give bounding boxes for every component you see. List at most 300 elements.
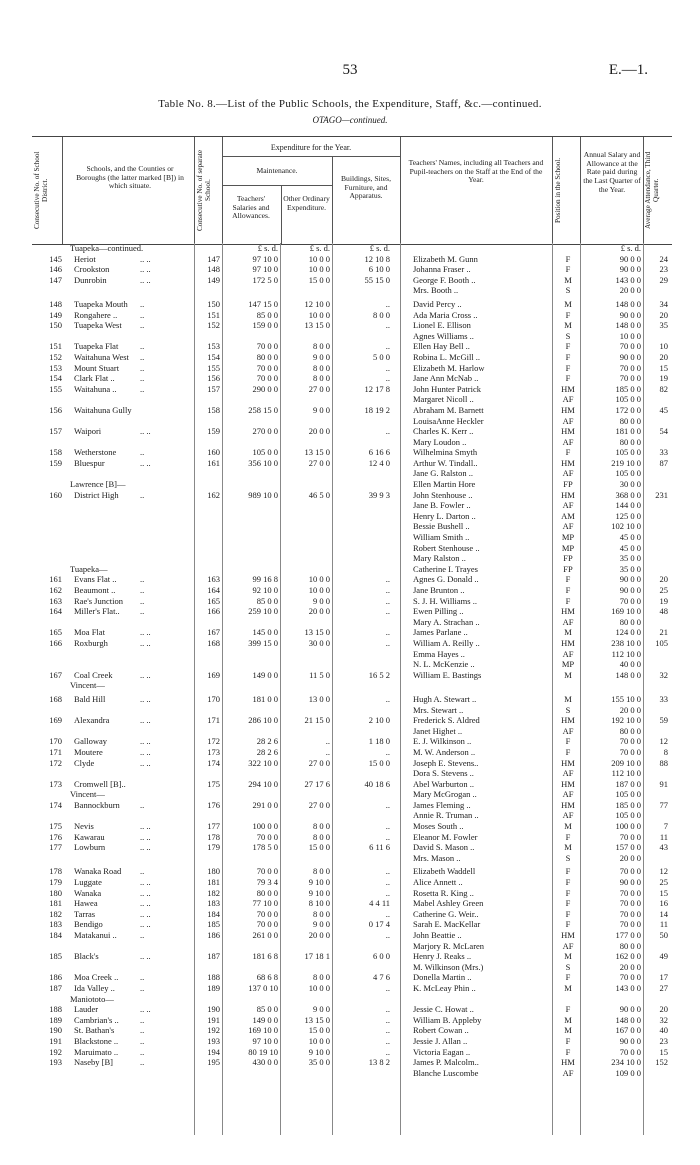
average-attendance: 20 (659, 309, 668, 320)
leader-dots: .. .. (140, 919, 151, 930)
table-row (32, 983, 672, 994)
table-row (32, 1015, 672, 1026)
buildings-expenditure: 13 8 2 (368, 1057, 390, 1068)
teacher-position: M (564, 982, 572, 993)
buildings-expenditure: 39 9 3 (368, 489, 390, 500)
annual-salary: 157 0 0 (615, 842, 641, 853)
school-name: Mount Stuart (74, 362, 120, 373)
school-name: Vincent— (70, 680, 105, 691)
table-row (32, 1036, 672, 1047)
teachers-salaries: 290 0 0 (252, 383, 278, 394)
district-number: 173 (49, 778, 62, 789)
teacher-position: AM (561, 510, 575, 521)
buildings-expenditure: .. (385, 637, 390, 648)
table-row (32, 606, 672, 617)
school-name: Tarras (74, 908, 96, 919)
teacher-position: M (564, 951, 572, 962)
teachers-salaries: 145 0 0 (252, 627, 278, 638)
annual-salary: 45 0 0 (619, 532, 641, 543)
buildings-expenditure: .. (385, 821, 390, 832)
annual-salary: 148 0 0 (615, 669, 641, 680)
annual-salary: 70 0 0 (619, 831, 641, 842)
annual-salary: 125 0 0 (615, 510, 641, 521)
teacher-name: Donella Martin .. (413, 972, 472, 983)
buildings-expenditure: 6 10 0 (368, 264, 390, 275)
buildings-expenditure: 18 19 2 (364, 404, 390, 415)
district-number: 167 (49, 669, 62, 680)
leader-dots: .. .. (140, 1004, 151, 1015)
annual-salary: 90 0 0 (619, 1035, 641, 1046)
teacher-position: HM (561, 757, 575, 768)
teachers-salaries: 97 10 0 (252, 264, 278, 275)
table-row (32, 585, 672, 596)
table-row (32, 373, 672, 384)
annual-salary: 70 0 0 (619, 373, 641, 384)
header-consec-school: Consecutive No. of separate School. (196, 149, 212, 231)
leader-dots: .. .. (140, 627, 151, 638)
average-attendance: 19 (659, 373, 668, 384)
header-teachers-salaries: Teachers' Salaries and Allowances. (232, 194, 270, 221)
school-name: Beaumont .. (74, 585, 116, 595)
annual-salary: 192 10 0 (611, 715, 641, 726)
header-attendance: Average Attendance, Third Quarter. (644, 151, 660, 229)
annual-salary: 90 0 0 (619, 309, 641, 320)
teacher-position: F (565, 877, 571, 888)
district-number: 162 (49, 585, 62, 595)
teacher-position: M (564, 1025, 572, 1036)
buildings-expenditure: .. (385, 982, 390, 993)
school-name: Waipori (74, 426, 102, 437)
teachers-salaries: 172 5 0 (252, 274, 278, 285)
district-number: 180 (49, 887, 62, 898)
annual-salary: 368 0 0 (615, 489, 641, 500)
district-number: 168 (49, 693, 62, 704)
teachers-salaries: 28 2 6 (256, 736, 278, 747)
teacher-position: F (565, 866, 571, 877)
leader-dots: .. (140, 799, 145, 810)
school-name: Lawrence [B]— (70, 479, 126, 490)
annual-salary: 105 0 0 (615, 447, 641, 458)
school-name: Moa Flat (74, 627, 105, 638)
teacher-position: M (564, 669, 572, 680)
other-expenditure: 8 0 0 (313, 821, 330, 832)
table-row (32, 888, 672, 899)
teacher-name: Marjory R. McLaren (413, 940, 485, 951)
buildings-expenditure: .. (385, 298, 390, 309)
district-number: 178 (49, 866, 62, 877)
teacher-position: M (564, 320, 572, 331)
leader-dots: .. .. (140, 842, 151, 853)
table-row (32, 972, 672, 983)
other-expenditure: 8 0 0 (313, 866, 330, 877)
leader-dots: .. .. (140, 821, 151, 832)
district-number: 146 (49, 264, 62, 275)
leader-dots: .. (140, 309, 145, 320)
school-name: Tuapeka—continued. (70, 243, 144, 253)
teacher-name: Janet Highet .. (413, 725, 463, 736)
school-name: District High (74, 489, 119, 500)
teacher-name: Abraham M. Barnett (413, 404, 484, 415)
average-attendance: 20 (659, 351, 668, 362)
annual-salary: 238 10 0 (611, 637, 641, 648)
header-salary: Annual Salary and Allowance at the Rate paid during the Last Quarter of the Year. (583, 150, 641, 194)
teacher-position: S (565, 961, 571, 972)
teacher-name: Mrs. Booth .. (413, 285, 459, 296)
annual-salary: 109 0 0 (615, 1067, 641, 1078)
annual-salary: 144 0 0 (615, 500, 641, 511)
school-number: 147 (207, 253, 220, 264)
buildings-expenditure: 5 0 0 (373, 351, 390, 362)
average-attendance: 27 (659, 982, 668, 993)
table-row (32, 842, 672, 853)
leader-dots: .. (140, 351, 145, 362)
school-name: Tuapeka Mouth (74, 298, 128, 309)
other-expenditure: 9 10 0 (308, 877, 330, 888)
table-row (32, 243, 672, 254)
teacher-position: F (565, 362, 571, 373)
buildings-expenditure: .. (385, 595, 390, 606)
teacher-name: William B. Appleby (413, 1014, 482, 1025)
teacher-position: HM (561, 606, 575, 617)
average-attendance: 21 (659, 627, 668, 638)
annual-salary: 90 0 0 (619, 585, 641, 595)
teacher-position: HM (561, 457, 575, 468)
school-number: 189 (207, 982, 220, 993)
other-expenditure: 10 0 0 (308, 574, 330, 585)
table-row (32, 384, 672, 395)
buildings-expenditure: .. (385, 908, 390, 919)
school-number: 158 (207, 404, 220, 415)
teacher-position: FP (563, 563, 573, 574)
teachers-salaries: 137 0 10 (248, 982, 278, 993)
school-number: 174 (207, 757, 220, 768)
table-row (32, 543, 672, 554)
school-number: 188 (207, 972, 220, 983)
teacher-position: S (565, 704, 571, 715)
leader-dots: .. (140, 606, 145, 617)
teacher-position: F (565, 972, 571, 983)
leader-dots: .. .. (140, 426, 151, 437)
teacher-name: William A. Reilly .. (413, 637, 480, 648)
school-number: 156 (207, 373, 220, 384)
leader-dots: .. .. (140, 669, 151, 680)
teachers-salaries: 70 0 0 (256, 341, 278, 352)
teachers-salaries: 85 0 0 (256, 309, 278, 320)
other-expenditure: 9 0 0 (313, 595, 330, 606)
table-row (32, 458, 672, 469)
other-expenditure: 8 10 0 (308, 898, 330, 909)
teacher-name: Johanna Fraser .. (413, 264, 471, 275)
annual-salary: 20 0 0 (619, 285, 641, 296)
teacher-position: F (565, 746, 571, 757)
table-row (32, 437, 672, 448)
teachers-salaries: 97 10 0 (252, 253, 278, 264)
annual-salary: 167 0 0 (615, 1025, 641, 1036)
table-row (32, 394, 672, 405)
leader-dots: .. (140, 1014, 145, 1025)
table-header (32, 136, 672, 245)
school-number: 191 (207, 1014, 220, 1025)
leader-dots: .. (140, 585, 145, 595)
teachers-salaries: 92 10 0 (252, 585, 278, 595)
buildings-expenditure: .. (385, 877, 390, 888)
teacher-name: Hugh A. Stewart .. (413, 693, 477, 704)
school-name: Clark Flat .. (74, 373, 115, 384)
annual-salary: 80 0 0 (619, 725, 641, 736)
teachers-salaries: 85 0 0 (256, 595, 278, 606)
buildings-expenditure: .. (385, 831, 390, 842)
teachers-salaries: 261 0 0 (252, 930, 278, 940)
district-number: 193 (49, 1057, 62, 1068)
other-expenditure: 8 0 0 (313, 341, 330, 352)
table-row (32, 810, 672, 821)
table-row (32, 331, 672, 342)
buildings-expenditure: .. (385, 746, 390, 757)
annual-salary: 35 0 0 (619, 563, 641, 574)
other-expenditure: 21 15 0 (304, 715, 330, 726)
teacher-position: M (564, 274, 572, 285)
teachers-salaries: 68 6 8 (256, 972, 278, 983)
average-attendance: 20 (659, 574, 668, 585)
district-number: 153 (49, 362, 62, 373)
school-number: 187 (207, 951, 220, 962)
table-row (32, 877, 672, 888)
table-row (32, 866, 672, 877)
buildings-expenditure: 12 10 8 (364, 253, 390, 264)
table-row (32, 919, 672, 930)
teachers-salaries: 399 15 0 (248, 637, 278, 648)
other-expenditure: 27 0 0 (308, 757, 330, 768)
leader-dots: .. .. (140, 736, 151, 747)
teachers-salaries: 85 0 0 (256, 1004, 278, 1015)
other-expenditure: £ s. d. (309, 243, 330, 253)
header-consec-district: Consecutive No. of School District. (33, 151, 49, 229)
table-row (32, 264, 672, 275)
other-expenditure: 10 0 0 (308, 585, 330, 595)
buildings-expenditure: .. (385, 693, 390, 704)
school-name: Waitahuna West (74, 351, 129, 362)
annual-salary: 90 0 0 (619, 264, 641, 275)
school-name: Crookston (74, 264, 110, 275)
annual-salary: 40 0 0 (619, 659, 641, 670)
school-number: 167 (207, 627, 220, 638)
teacher-name: E. J. Wilkinson .. (413, 736, 472, 747)
annual-salary: 90 0 0 (619, 253, 641, 264)
teacher-name: Mrs. Mason .. (413, 852, 461, 863)
other-expenditure: 20 0 0 (308, 930, 330, 940)
leader-dots: .. (140, 341, 145, 352)
other-expenditure: 8 0 0 (313, 908, 330, 919)
annual-salary: 70 0 0 (619, 595, 641, 606)
annual-salary: 169 10 0 (611, 606, 641, 617)
other-expenditure: 27 0 0 (308, 383, 330, 394)
teachers-salaries: 149 0 0 (252, 669, 278, 680)
school-name: Rae's Junction (74, 595, 123, 606)
other-expenditure: 27 0 0 (308, 457, 330, 468)
buildings-expenditure: .. (385, 799, 390, 810)
teacher-name: John Hunter Patrick (413, 383, 481, 394)
teacher-name: James Parlane .. (413, 627, 468, 638)
buildings-expenditure: .. (385, 1035, 390, 1046)
teachers-salaries: 178 5 0 (252, 842, 278, 853)
teacher-position: HM (561, 1057, 575, 1068)
teacher-name: Robert Cowan .. (413, 1025, 469, 1036)
district-number: 184 (49, 930, 62, 940)
teacher-name: Emma Hayes .. (413, 648, 465, 659)
table-row (32, 1068, 672, 1079)
header-buildings: Buildings, Sites, Furniture, and Apparatus. (340, 174, 391, 201)
buildings-expenditure: 4 7 6 (373, 972, 390, 983)
annual-salary: 20 0 0 (619, 961, 641, 972)
header-maintenance: Maintenance. (256, 166, 298, 175)
table-row (32, 649, 672, 660)
teacher-name: Jane Brunton .. (413, 585, 465, 595)
buildings-expenditure: .. (385, 574, 390, 585)
teachers-salaries: 70 0 0 (256, 373, 278, 384)
average-attendance: 48 (659, 606, 668, 617)
teachers-salaries: 77 10 0 (252, 898, 278, 909)
teacher-name: Margaret Nicoll .. (413, 394, 474, 405)
leader-dots: .. (140, 574, 145, 585)
table-row (32, 320, 672, 331)
district-number: 179 (49, 877, 62, 888)
teacher-name: Catherine I. Trayes (413, 563, 478, 574)
school-number: 192 (207, 1025, 220, 1036)
buildings-expenditure: .. (385, 1014, 390, 1025)
annual-salary: 70 0 0 (619, 1046, 641, 1057)
teacher-position: S (565, 285, 571, 296)
annual-salary: 20 0 0 (619, 852, 641, 863)
annual-salary: 112 10 0 (611, 648, 641, 659)
teacher-position: HM (561, 715, 575, 726)
average-attendance: 32 (659, 669, 668, 680)
table-row (32, 779, 672, 790)
average-attendance: 59 (659, 715, 668, 726)
teachers-salaries: 28 2 6 (256, 746, 278, 757)
buildings-expenditure: .. (385, 606, 390, 617)
district-number: 177 (49, 842, 62, 853)
leader-dots: .. (140, 982, 145, 993)
average-attendance: 87 (659, 457, 668, 468)
leader-dots: .. .. (140, 274, 151, 285)
teachers-salaries: 169 10 0 (248, 1025, 278, 1036)
teachers-salaries: 989 10 0 (248, 489, 278, 500)
buildings-expenditure: 2 10 0 (368, 715, 390, 726)
table-row (32, 447, 672, 458)
average-attendance: 45 (659, 404, 668, 415)
teacher-name: David Percy .. (413, 298, 462, 309)
school-number: 155 (207, 362, 220, 373)
teachers-salaries: 70 0 0 (256, 866, 278, 877)
teacher-name: Sarah E. MacKellar (413, 919, 481, 930)
school-name: Alexandra (74, 715, 110, 726)
teacher-position: AF (562, 725, 574, 736)
buildings-expenditure: 12 4 0 (368, 457, 390, 468)
district-number: 170 (49, 736, 62, 747)
table-row (32, 659, 672, 670)
teacher-position: F (565, 908, 571, 919)
average-attendance: 25 (659, 877, 668, 888)
average-attendance: 15 (659, 1046, 668, 1057)
annual-salary: 162 0 0 (615, 951, 641, 962)
teacher-name: Ewen Pilling .. (413, 606, 464, 617)
teacher-name: Jane Ann McNab .. (413, 373, 479, 384)
teacher-position: F (565, 351, 571, 362)
table-row (32, 341, 672, 352)
teacher-name: Elizabeth M. Gunn (413, 253, 478, 264)
other-expenditure: 10 0 0 (308, 253, 330, 264)
leader-dots: .. (140, 595, 145, 606)
other-expenditure: 10 0 0 (308, 1035, 330, 1046)
table-row (32, 800, 672, 811)
buildings-expenditure: .. (385, 627, 390, 638)
school-number: 179 (207, 842, 220, 853)
other-expenditure: 17 18 1 (304, 951, 330, 962)
school-number: 159 (207, 426, 220, 437)
average-attendance: 231 (655, 489, 668, 500)
buildings-expenditure: .. (385, 887, 390, 898)
teacher-position: F (565, 1035, 571, 1046)
table-row (32, 521, 672, 532)
school-number: 166 (207, 606, 220, 617)
teacher-position: F (565, 309, 571, 320)
leader-dots: .. (140, 383, 145, 394)
teacher-position: HM (561, 799, 575, 810)
teacher-name: Arthur W. Tindall.. (413, 457, 478, 468)
buildings-expenditure: .. (385, 373, 390, 384)
other-expenditure: 15 0 0 (308, 842, 330, 853)
annual-salary: 143 0 0 (615, 982, 641, 993)
school-name: Moa Creek .. (74, 972, 119, 983)
school-name: Cromwell [B].. (74, 778, 126, 789)
average-attendance: 7 (663, 821, 668, 832)
annual-salary: 112 10 0 (611, 768, 641, 779)
teacher-name: James Fleming .. (413, 799, 471, 810)
buildings-expenditure: 4 4 11 (369, 898, 390, 909)
teacher-position: F (565, 831, 571, 842)
teacher-position: F (565, 253, 571, 264)
teachers-salaries: 149 0 0 (252, 1014, 278, 1025)
table-row (32, 627, 672, 638)
district-number: 149 (49, 309, 62, 320)
average-attendance: 17 (659, 972, 668, 983)
teachers-salaries: 286 10 0 (248, 715, 278, 726)
table-subtitle: OTAGO—continued. (312, 115, 388, 125)
teacher-name: Ellen Hay Bell .. (413, 341, 470, 352)
table-row (32, 596, 672, 607)
teachers-salaries: 159 0 0 (252, 320, 278, 331)
other-expenditure: 10 0 0 (308, 982, 330, 993)
table-row (32, 285, 672, 296)
school-number: 169 (207, 669, 220, 680)
table-row (32, 553, 672, 564)
school-name: Waitahuna Gully (74, 404, 132, 415)
district-number: 175 (49, 821, 62, 832)
school-name: Clyde (74, 757, 95, 768)
teacher-position: F (565, 264, 571, 275)
other-expenditure: 9 0 0 (313, 351, 330, 362)
teacher-position: AF (562, 616, 574, 627)
district-number: 151 (49, 341, 62, 352)
table-body (32, 243, 672, 1078)
buildings-expenditure: 8 0 0 (373, 309, 390, 320)
teachers-salaries: 70 0 0 (256, 919, 278, 930)
table-row (32, 909, 672, 920)
school-name: Bannockburn (74, 799, 120, 810)
teacher-name: Abel Warburton .. (413, 778, 475, 789)
table-row (32, 789, 672, 800)
teacher-name: Robert Stenhouse .. (413, 542, 480, 553)
